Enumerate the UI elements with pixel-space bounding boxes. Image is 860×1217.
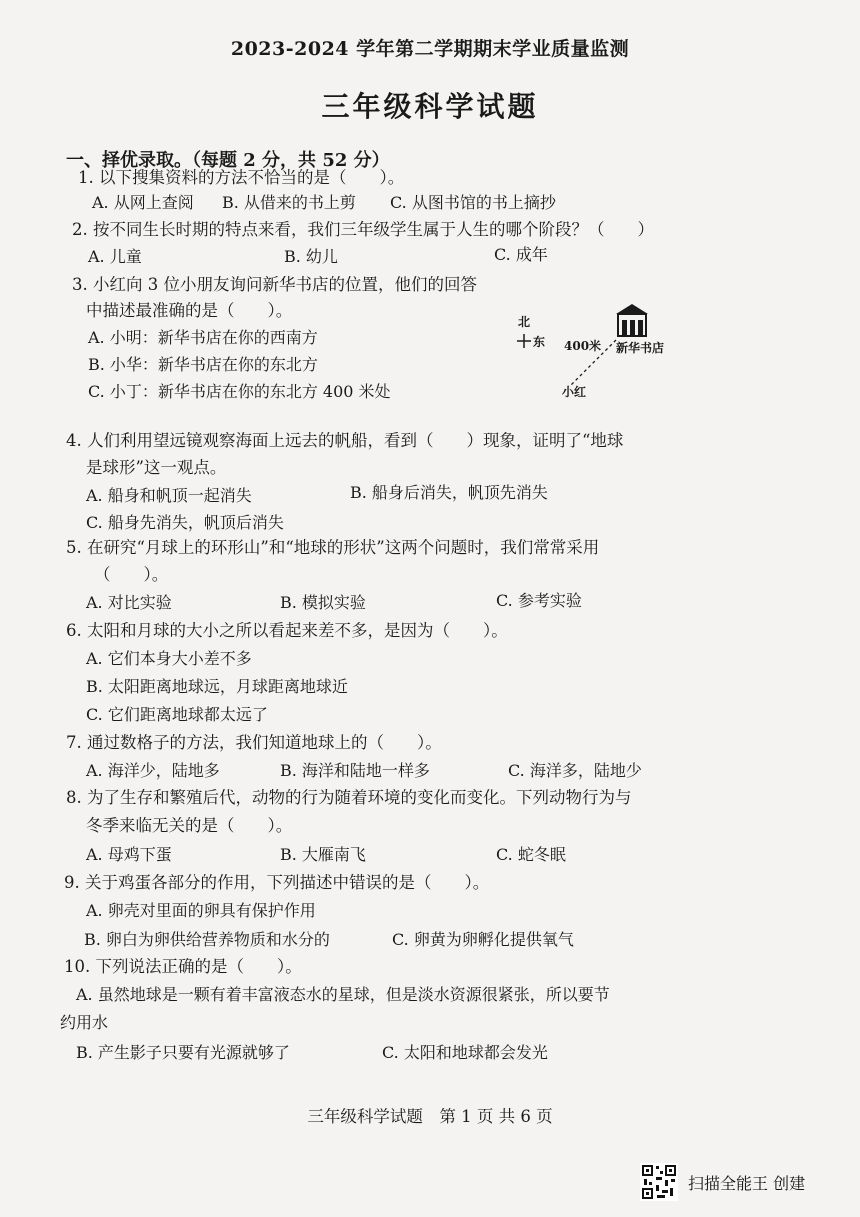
question-3-option-a: A. 小明：新华书店在你的西南方 [88, 328, 318, 347]
question-10-option-c: C. 太阳和地球都会发光 [382, 1043, 548, 1062]
question-7-option-b: B. 海洋和陆地一样多 [280, 761, 430, 780]
question-3-option-b: B. 小华：新华书店在你的东北方 [88, 355, 318, 374]
section-title: 一、择优录取。（每题 2 分，共 52 分） [66, 150, 390, 171]
question-4-option-c: C. 船身先消失，帆顶后消失 [86, 513, 284, 532]
exam-title: 2023-2024 学年第二学期期末学业质量监测 [230, 38, 630, 60]
question-2-option-c: C. 成年 [494, 245, 548, 264]
page-footer: 三年级科学试题 第 1 页 共 6 页 [307, 1107, 553, 1126]
question-1-option-b: B. 从借来的书上剪 [222, 193, 356, 212]
east-label: 东 [533, 335, 546, 349]
bookstore-label: 新华书店 [616, 341, 665, 355]
distance-label: 400米 [564, 339, 602, 353]
question-2-option-b: B. 幼儿 [284, 247, 338, 266]
question-7-stem: 7. 通过数格子的方法，我们知道地球上的（ ）。 [66, 733, 442, 752]
question-8-stem-line-1: 8. 为了生存和繁殖后代，动物的行为随着环境的变化而变化。下列动物行为与 [66, 788, 632, 807]
bookstore-icon [616, 304, 648, 336]
question-4-option-b: B. 船身后消失，帆顶先消失 [350, 483, 548, 502]
question-4-option-a: A. 船身和帆顶一起消失 [86, 486, 252, 505]
question-8-option-c: C. 蛇冬眠 [496, 845, 566, 864]
subject-title: 三年级科学试题 [321, 90, 539, 123]
question-10-option-b: B. 产生影子只要有光源就够了 [76, 1043, 290, 1062]
qr-code-icon [640, 1163, 678, 1201]
question-10-option-a-line-1: A. 虽然地球是一颗有着丰富液态水的星球，但是淡水资源很紧张，所以要节 [76, 985, 610, 1004]
question-3-option-c: C. 小丁：新华书店在你的东北方 400 米处 [88, 382, 391, 401]
question-8-stem-line-2: 冬季来临无关的是（ ）。 [86, 816, 293, 835]
question-8-option-b: B. 大雁南飞 [280, 845, 366, 864]
question-5-stem-line-1: 5. 在研究“月球上的环形山”和“地球的形状”这两个问题时，我们常常采用 [66, 538, 600, 557]
question-4-stem-line-1: 4. 人们利用望远镜观察海面上远去的帆船，看到（ ）现象，证明了“地球 [66, 431, 624, 450]
person-label: 小红 [562, 385, 587, 399]
direction-diagram [508, 300, 708, 410]
question-3-stem-line-2: 中描述最准确的是（ ）。 [86, 301, 293, 320]
question-9-option-c: C. 卵黄为卵孵化提供氧气 [392, 930, 574, 949]
question-5-option-c: C. 参考实验 [496, 591, 582, 610]
question-7-option-c: C. 海洋多，陆地少 [508, 761, 642, 780]
question-5-option-a: A. 对比实验 [86, 593, 172, 612]
question-9-stem: 9. 关于鸡蛋各部分的作用，下列描述中错误的是（ ）。 [64, 873, 490, 892]
question-10-option-a-line-2: 约用水 [60, 1013, 109, 1032]
scanner-watermark [640, 1162, 805, 1202]
question-8-option-a: A. 母鸡下蛋 [86, 845, 172, 864]
question-9-option-b: B. 卵白为卵供给营养物质和水分的 [84, 930, 330, 949]
question-2-stem: 2. 按不同生长时期的特点来看，我们三年级学生属于人生的哪个阶段？（ ） [72, 220, 654, 239]
question-6-option-b: B. 太阳距离地球远，月球距离地球近 [86, 677, 348, 696]
question-5-option-b: B. 模拟实验 [280, 593, 366, 612]
question-1-option-c: C. 从图书馆的书上摘抄 [390, 193, 556, 212]
question-6-option-c: C. 它们距离地球都太远了 [86, 705, 268, 724]
question-5-stem-line-2: （ ）。 [94, 565, 169, 584]
question-6-option-a: A. 它们本身大小差不多 [86, 649, 252, 668]
question-6-stem: 6. 太阳和月球的大小之所以看起来差不多，是因为（ ）。 [66, 621, 508, 640]
scanner-watermark-label: 扫描全能王 创建 [688, 1173, 806, 1193]
question-9-option-a: A. 卵壳对里面的卵具有保护作用 [86, 901, 316, 920]
question-7-option-a: A. 海洋少，陆地多 [86, 761, 220, 780]
question-2-option-a: A. 儿童 [88, 247, 142, 266]
question-10-stem: 10. 下列说法正确的是（ ）。 [64, 957, 302, 976]
question-1-option-a: A. 从网上查阅 [92, 193, 194, 212]
question-1-stem: 1. 以下搜集资料的方法不恰当的是（ ）。 [78, 168, 405, 187]
question-3-stem-line-1: 3. 小红向 3 位小朋友询问新华书店的位置，他们的回答 [72, 275, 477, 294]
north-label: 北 [518, 315, 531, 329]
question-4-stem-line-2: 是球形”这一观点。 [86, 458, 227, 477]
